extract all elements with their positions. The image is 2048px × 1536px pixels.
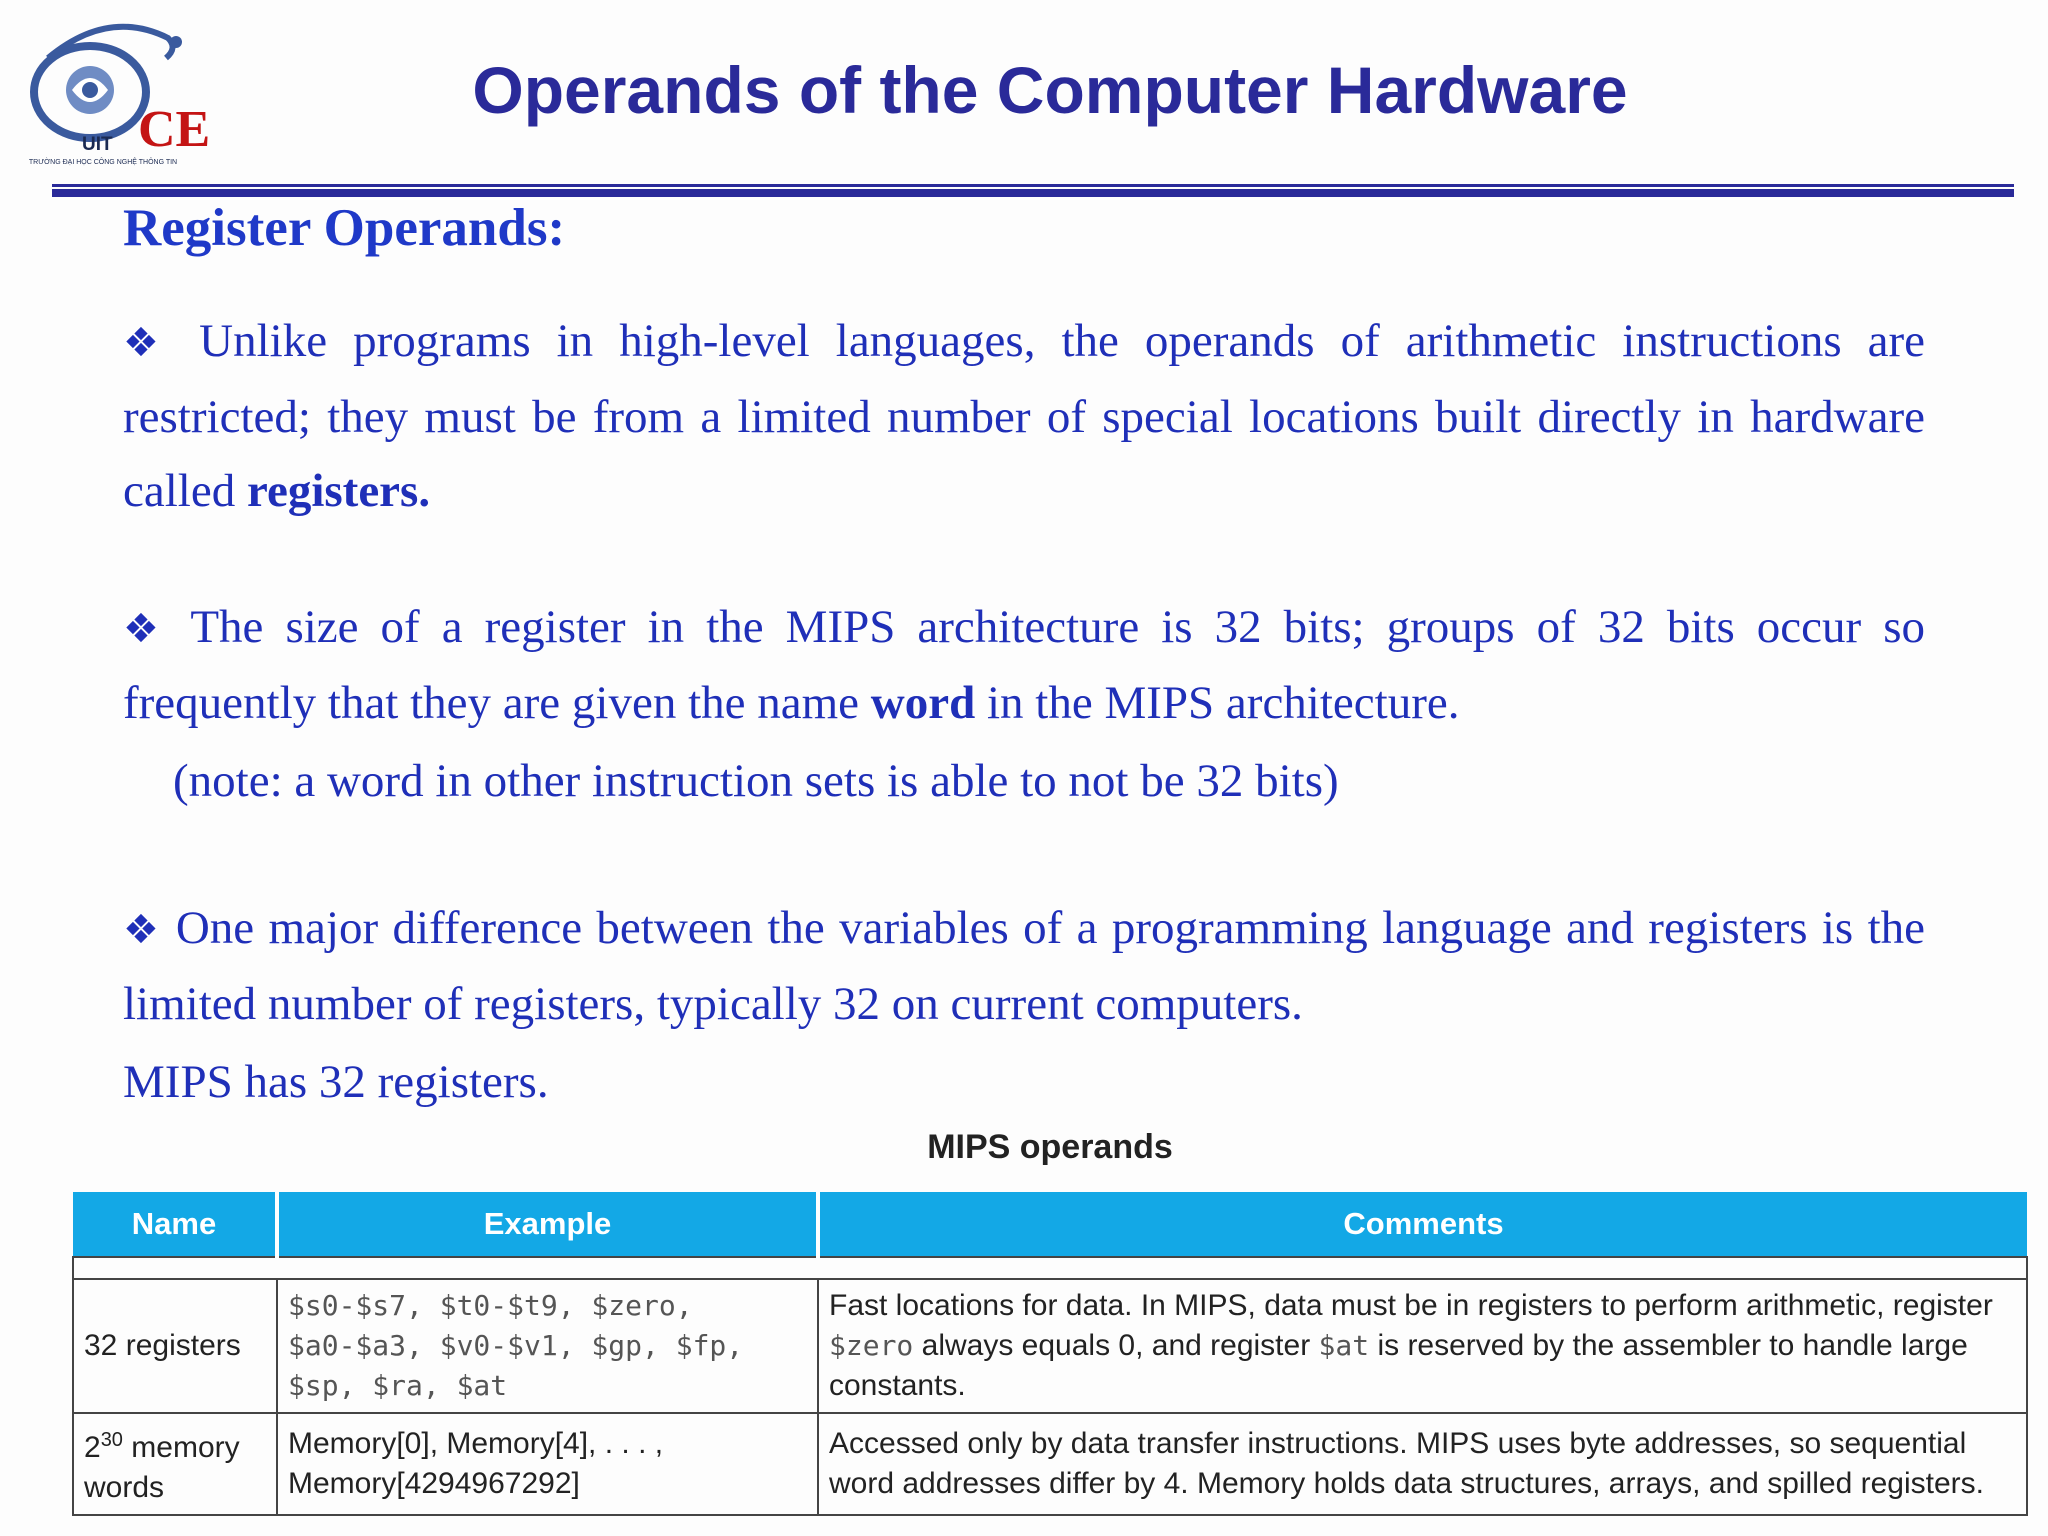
header-name: Name [73, 1192, 277, 1257]
paragraph-limited-registers [123, 891, 1925, 1041]
example-line: $a0-$a3, $v0-$v1, $gp, $fp, [288, 1329, 744, 1362]
header-comments: Comments [818, 1192, 2027, 1257]
mips-register-count: MIPS has 32 registers. [123, 1056, 549, 1108]
name-base: 2 [84, 1431, 101, 1464]
example-line: $s0-$s7, $t0-$t9, $zero, [288, 1289, 693, 1322]
logo-ce-text: CE [138, 101, 211, 158]
paragraph-text-tail: in the MIPS architecture. [975, 677, 1460, 729]
section-heading: Register Operands: [123, 199, 566, 257]
page-title: Operands of the Computer Hardware [472, 53, 1628, 127]
paragraph-text: Unlike programs in high-level languages, the operands of arithmetic instructions are restricted; they must be from a limited number of special locations built directly in hardware called [123, 315, 1926, 517]
cell-name: 32 registers [73, 1279, 277, 1413]
paragraph-word [123, 590, 1925, 740]
paragraph-text: The size of a register in the MIPS architecture is 32 bits; groups of 32 bits occur so frequently that they are given the name [123, 601, 1925, 729]
diamond-bullet-icon: ❖ [123, 907, 162, 953]
comment-text: Fast locations for data. In MIPS, data must be in registers to perform arithmetic, register [829, 1289, 1993, 1322]
comment-text: always equals 0, and register [913, 1329, 1319, 1362]
cell-example [277, 1279, 818, 1413]
cell-comment [818, 1279, 2027, 1413]
example-line: $sp, $ra, $at [288, 1369, 508, 1402]
code-at: $at [1318, 1329, 1370, 1362]
logo-uit-text: UIT [82, 134, 113, 155]
table-header-row [73, 1192, 2027, 1257]
cell-name [73, 1413, 277, 1515]
bold-term-word: word [870, 677, 976, 729]
comment-text: is reserved by the assembler to handle large constants. [829, 1329, 1968, 1402]
note-text: (note: a word in other instruction sets is able to not be 32 bits) [173, 755, 1339, 807]
table-row [73, 1279, 2027, 1413]
table-caption: MIPS operands [927, 1128, 1173, 1166]
logo-subtext: TRƯỜNG ĐẠI HỌC CÔNG NGHỆ THÔNG TIN [28, 159, 178, 166]
cell-example: Memory[0], Memory[4], . . . , Memory[4294967292] [277, 1413, 818, 1515]
mips-operands-table [72, 1192, 2028, 1516]
title-divider-thick [52, 189, 2014, 197]
paragraph-registers [123, 304, 1925, 528]
header-example: Example [277, 1192, 818, 1257]
title-divider [52, 184, 2014, 187]
cell-comment: Accessed only by data transfer instructions. MIPS uses byte addresses, so sequential word addresses differ by 4. Memory holds data structures, arrays, and spilled registers. [818, 1413, 2027, 1515]
table-row [73, 1413, 2027, 1515]
header-spacer [73, 1257, 2027, 1279]
name-exponent: 30 [100, 1429, 123, 1451]
code-zero: $zero [829, 1329, 914, 1362]
diamond-bullet-icon: ❖ [123, 606, 170, 652]
paragraph-text: One major difference between the variables of a programming language and registers is the limited number of registers, typically 32 on current computers. [123, 902, 1925, 1030]
diamond-bullet-icon: ❖ [123, 320, 174, 366]
bold-term-registers: registers. [246, 465, 431, 517]
name-rest: memory words [84, 1431, 240, 1504]
